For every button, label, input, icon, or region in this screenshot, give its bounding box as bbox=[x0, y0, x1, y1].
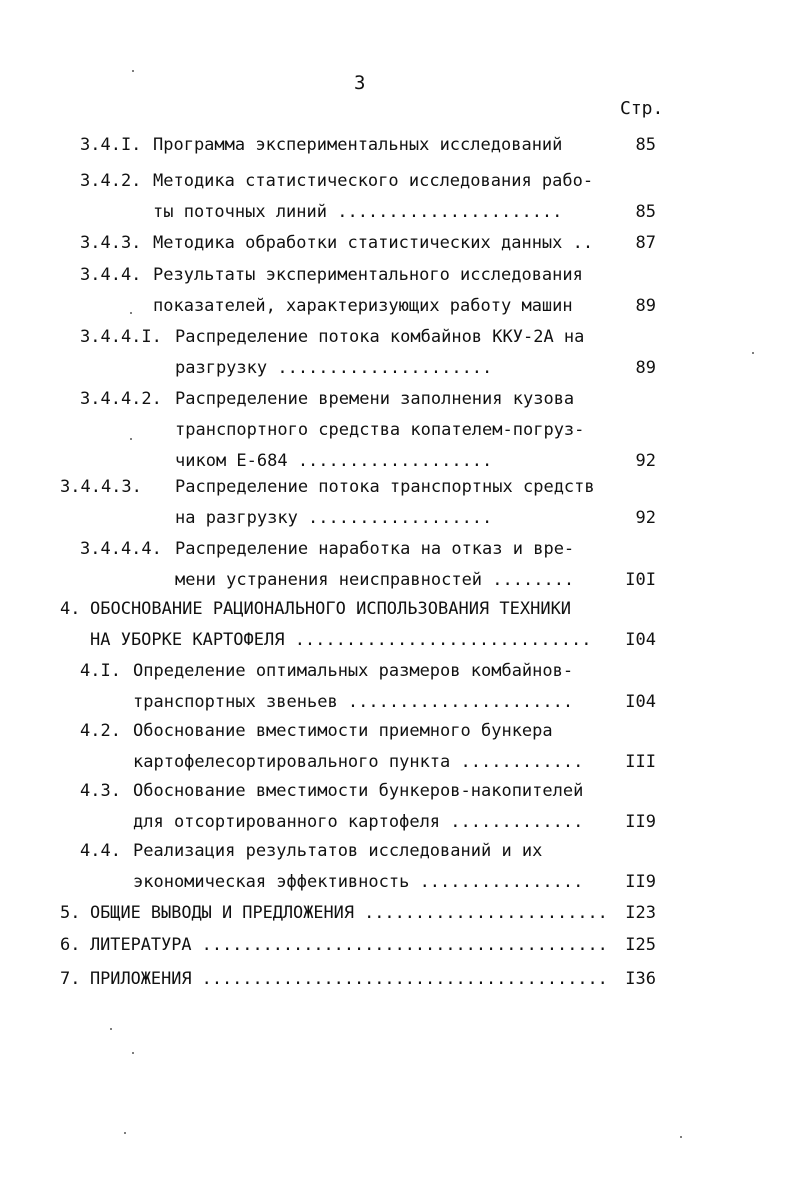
toc-entry-number: 4.2. bbox=[80, 721, 121, 741]
toc-entry-page: II9 bbox=[625, 872, 656, 892]
page-column-label: Стр. bbox=[620, 98, 664, 119]
toc-entry bbox=[0, 776, 798, 838]
toc-entry-title-line: экономическая эффективность ................ bbox=[133, 872, 584, 892]
toc-entry-title-line: разгрузку ..................... bbox=[175, 358, 493, 378]
toc-entry-page: 85 bbox=[635, 202, 656, 222]
toc-entry-title-line: ОБОСНОВАНИЕ РАЦИОНАЛЬНОГО ИСПОЛЬЗОВАНИЯ ТЕХНИКИ bbox=[90, 599, 572, 619]
toc-entry-page: 92 bbox=[635, 508, 656, 528]
toc-entry-number: 3.4.4.3. bbox=[60, 477, 142, 497]
toc-entry-page: II9 bbox=[625, 812, 656, 832]
toc-entry bbox=[0, 472, 798, 534]
toc-entry bbox=[0, 836, 798, 898]
toc-entry-page: I0I bbox=[625, 570, 656, 590]
toc-entry-page: I04 bbox=[625, 692, 656, 712]
toc-entry-number: 6. bbox=[60, 935, 81, 955]
toc-entry-title-line: Распределение потока комбайнов ККУ-2А на bbox=[175, 327, 585, 347]
scan-speck bbox=[132, 1052, 134, 1054]
toc-entry bbox=[0, 166, 798, 228]
toc-entry-page: I04 bbox=[625, 630, 656, 650]
toc-entry-title-line: ЛИТЕРАТУРА ........................................ bbox=[90, 935, 608, 955]
toc-entry bbox=[0, 260, 798, 322]
toc-entry bbox=[0, 594, 798, 656]
toc-entry-number: 3.4.4. bbox=[80, 265, 142, 285]
toc-entry-page: 89 bbox=[635, 358, 656, 378]
scan-speck bbox=[132, 70, 134, 72]
toc-entry-page: III bbox=[625, 752, 656, 772]
toc-entry-title-line: Реализация результатов исследований и их bbox=[133, 841, 543, 861]
scan-speck bbox=[752, 352, 754, 354]
toc-entry-number: 7. bbox=[60, 969, 81, 989]
scan-speck bbox=[680, 1136, 682, 1138]
page-number: 3 bbox=[354, 72, 366, 94]
toc-entry bbox=[0, 228, 798, 259]
toc-entry-title-line: картофелесортировального пункта ............ bbox=[133, 752, 584, 772]
toc-entry-number: 3.4.I. bbox=[80, 135, 142, 155]
toc-entry-title-line: Программа экспериментальных исследований bbox=[153, 135, 563, 155]
toc-entry-title-line: Методика обработки статистических данных .. bbox=[153, 233, 594, 253]
toc-entry-number: 4.I. bbox=[80, 661, 121, 681]
toc-entry-number: 3.4.4.4. bbox=[80, 539, 162, 559]
toc-entry-title-line: Обоснование вместимости бункеров-накопителей bbox=[133, 781, 584, 801]
toc-entry-number: 3.4.2. bbox=[80, 171, 142, 191]
toc-entry-title-line: Обоснование вместимости приемного бункера bbox=[133, 721, 553, 741]
toc-entry bbox=[0, 716, 798, 778]
toc-entry-page: 92 bbox=[635, 451, 656, 471]
toc-entry-title-line: на разгрузку .................. bbox=[175, 508, 493, 528]
toc-entry-title-line: Результаты экспериментального исследования bbox=[153, 265, 583, 285]
toc-entry-number: 4. bbox=[60, 599, 81, 619]
toc-entry-number: 4.3. bbox=[80, 781, 121, 801]
toc-entry bbox=[0, 930, 798, 961]
toc-entry-number: 3.4.3. bbox=[80, 233, 142, 253]
scan-speck bbox=[124, 1132, 126, 1134]
scan-speck bbox=[130, 312, 132, 314]
toc-entry-title-line: мени устранения неисправностей ........ bbox=[175, 570, 575, 590]
toc-entry-page: I25 bbox=[625, 935, 656, 955]
toc-entry-title-line: чиком Е-684 ................... bbox=[175, 451, 493, 471]
toc-entry-number: 3.4.4.2. bbox=[80, 389, 162, 409]
scan-speck bbox=[130, 438, 132, 440]
toc-entry bbox=[0, 964, 798, 995]
toc-entry-title-line: для отсортированного картофеля ............. bbox=[133, 812, 584, 832]
toc-entry bbox=[0, 322, 798, 384]
toc-entry-page: I23 bbox=[625, 903, 656, 923]
toc-entry-page: 87 bbox=[635, 233, 656, 253]
toc-entry-title-line: показателей, характеризующих работу машин bbox=[153, 296, 573, 316]
toc-entry-title-line: НА УБОРКЕ КАРТОФЕЛЯ ............................. bbox=[90, 630, 592, 650]
toc-entry bbox=[0, 130, 798, 161]
toc-entry bbox=[0, 898, 798, 929]
toc-entry-title-line: ты поточных линий ...................... bbox=[153, 202, 563, 222]
toc-entry-page: 89 bbox=[635, 296, 656, 316]
toc-entry-title-line: ПРИЛОЖЕНИЯ ........................................ bbox=[90, 969, 608, 989]
toc-entry-title-line: транспортных звеньев ...................... bbox=[133, 692, 574, 712]
scan-speck bbox=[110, 1028, 112, 1030]
toc-entry-title-line: Определение оптимальных размеров комбайнов- bbox=[133, 661, 574, 681]
toc-entry-page: I36 bbox=[625, 969, 656, 989]
toc-entry bbox=[0, 534, 798, 596]
toc-entry-page: 85 bbox=[635, 135, 656, 155]
toc-entry-title-line: Распределение потока транспортных средств bbox=[175, 477, 595, 497]
toc-entry-title-line: Методика статистического исследования рабо- bbox=[153, 171, 594, 191]
toc-entry bbox=[0, 656, 798, 718]
toc-entry-number: 4.4. bbox=[80, 841, 121, 861]
toc-entry bbox=[0, 384, 798, 477]
toc-entry-title-line: Распределение времени заполнения кузова bbox=[175, 389, 575, 409]
toc-entry-number: 5. bbox=[60, 903, 81, 923]
toc-entry-title-line: Распределение наработка на отказ и вре- bbox=[175, 539, 575, 559]
toc-entry-number: 3.4.4.I. bbox=[80, 327, 162, 347]
toc-entry-title-line: транспортного средства копателем-погруз- bbox=[175, 420, 585, 440]
toc-entry-title-line: ОБЩИЕ ВЫВОДЫ И ПРЕДЛОЖЕНИЯ ........................ bbox=[90, 903, 608, 923]
